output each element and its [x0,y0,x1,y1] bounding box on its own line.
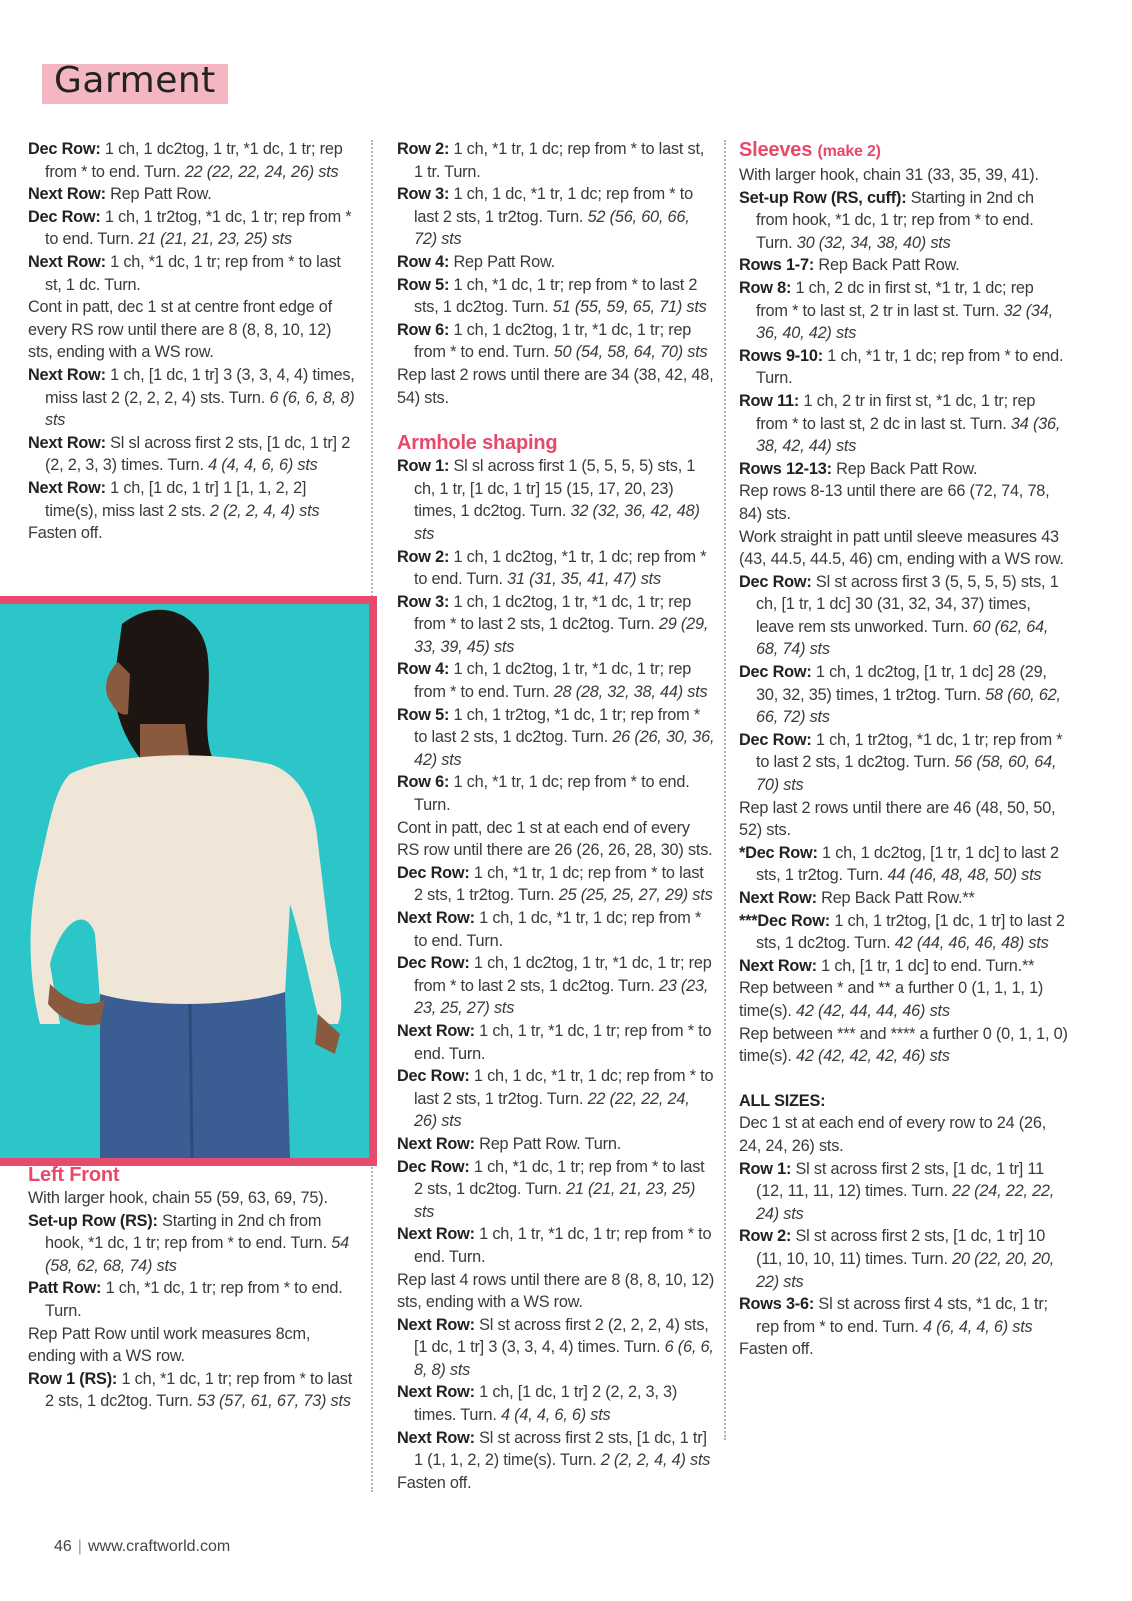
stitch-count: 20 (22, 20, 20, 22) sts [756,1249,1055,1291]
instruction-text: Starting in 2nd ch from hook, *1 dc, 1 tr; rep from * to end. Turn. [45,1211,332,1253]
instruction-label: Row 1: [739,1159,792,1178]
instruction-line [28,364,358,432]
col2-top-instructions [397,138,715,409]
instruction-text: 1 ch, *1 dc, 1 tr; rep from * to last 2 sts, 1 dc2tog. Turn. [414,1157,705,1199]
stitch-count: 52 (56, 60, 66, 72) sts [414,207,690,249]
instruction-line [397,658,715,703]
instruction-label: Rows 9-10: [739,346,823,365]
instruction-label: Dec Row: [28,140,101,158]
instruction-text: Dec 1 st at each end of every row to 24 (26, 24, 24, 26) sts. [739,1114,1047,1155]
all-sizes-instructions [739,1112,1069,1361]
all-sizes-label: ALL SIZES: [739,1091,826,1110]
stitch-count: 32 (32, 36, 42, 48) sts [414,502,700,543]
instruction-line [739,458,1069,481]
instruction-label: Rows 1-7: [739,256,815,275]
instruction-text: Rep last 4 rows until there are 8 (8, 8, 10, 12) sts, ending with a WS row. [397,1270,715,1312]
stitch-count: 22 (22, 22, 24, 26) sts [414,1089,690,1131]
instruction-label: Dec Row: [739,572,812,591]
instruction-line [739,955,1069,978]
instruction-text: Rep last 2 rows until there are 34 (38, 42, 48, 54) sts. [397,365,714,407]
instruction-text: 1 ch, 1 dc2tog, 1 tr, *1 dc, 1 tr; rep from * to last 2 sts, 1 dc2tog. Turn. [414,954,712,995]
left-front-section [28,1163,358,1413]
instruction-line [397,274,715,319]
instruction-line [28,1368,358,1413]
model-photo-image [0,604,369,1158]
instruction-text: 1 ch, 1 dc2tog, [1 tr, 1 dc] 28 (29, 30, 32, 35) times, 1 tr2tog. Turn. [756,663,1047,704]
instruction-line [28,1210,358,1278]
instruction-text: 1 ch, *1 tr, 1 dc; rep from * to last 2 sts, 1 tr2tog. Turn. [414,863,704,905]
stitch-count: 22 (24, 22, 22, 24) sts [756,1182,1055,1223]
instruction-text: 1 ch, [1 dc, 1 tr] 3 (3, 3, 4, 4) times, miss last 2 (2, 2, 2, 4) sts. Turn. [45,365,355,407]
column-1 [28,138,358,545]
instruction-text: With larger hook, chain 55 (59, 63, 69, 75). [28,1189,328,1207]
instruction-line [397,319,715,364]
instruction-text: Sl st across first 2 sts, [1 dc, 1 tr] 11 (12, 11, 11, 12) times. Turn. [756,1159,1044,1201]
instruction-line [397,1156,715,1224]
instruction-text: 1 ch, *1 dc, 1 tr; rep from * to last 2 sts, 1 dc2tog. Turn. [414,275,698,317]
instruction-label: Dec Row: [739,730,812,749]
instruction-line [739,526,1069,571]
stitch-count: 6 (6, 6, 8, 8) sts [45,388,355,430]
instruction-line [28,432,358,477]
instruction-label: Rows 12-13: [739,459,832,478]
instruction-label: Dec Row: [397,954,470,973]
instruction-text: 1 ch, 1 tr2tog, *1 dc, 1 tr; rep from * to last 2 sts, 1 dc2tog. Turn. [414,705,700,747]
instruction-text: Rep last 2 rows until there are 46 (48, 50, 50, 52) sts. [739,798,1056,840]
instruction-text: 1 ch, *1 dc, 1 tr; rep from * to end. Turn. [45,1279,343,1320]
instruction-label: Rows 3-6: [739,1295,815,1314]
instruction-line [739,187,1069,255]
instruction-label: Next Row: [397,1383,475,1402]
instruction-line [28,1187,358,1210]
instruction-text: Rep Patt Row. [449,252,555,271]
instruction-label: Dec Row: [397,1157,470,1176]
stitch-count: 6 (6, 6, 8, 8) sts [414,1338,714,1379]
stitch-count: 4 (6, 4, 4, 6) sts [922,1317,1033,1336]
instruction-label: Row 1 (RS): [28,1369,118,1388]
instruction-line [28,296,358,364]
instruction-line [28,522,358,545]
page-footer: 46 | www.craftworld.com [54,1538,231,1555]
instruction-line [397,183,715,251]
instruction-text: 1 ch, *1 tr, 1 dc; rep from * to end. Turn. [756,346,1064,388]
instruction-label: Row 2: [397,547,450,566]
instruction-line [739,842,1069,887]
stitch-count: 42 (42, 42, 42, 46) sts [796,1047,950,1066]
instruction-line [397,862,715,907]
instruction-text: 1 ch, 1 dc2tog, 1 tr, *1 dc, 1 tr; rep from * to end. Turn. [45,140,343,181]
instruction-label: Dec Row: [28,207,101,226]
instruction-label: Row 11: [739,391,800,410]
instruction-text: Rep Patt Row. Turn. [474,1134,622,1153]
instruction-line [397,1472,715,1495]
instruction-label: Row 5: [397,705,450,724]
instruction-text: 1 ch, 1 dc, *1 tr, 1 dc; rep from * to end. Turn. [414,909,702,950]
instruction-label: Row 4: [397,660,450,679]
instruction-line [739,164,1069,187]
instruction-line [28,1323,358,1368]
instruction-line [397,1223,715,1268]
stitch-count: 50 (54, 58, 64, 70) sts [553,343,708,362]
instruction-line [739,1112,1069,1157]
instruction-line [28,206,358,251]
instruction-line [739,480,1069,525]
stitch-count: 25 (25, 25, 27, 29) sts [558,886,713,905]
sleeves-heading [739,138,1069,164]
instruction-text: 1 ch, [1 tr, 1 dc] to end. Turn.** [816,956,1035,975]
instruction-text: Starting in 2nd ch from hook, *1 dc, 1 tr; rep from * to end. Turn. [756,188,1034,252]
instruction-label: Row 3: [397,592,450,611]
stitch-count: 53 (57, 61, 67, 73) sts [196,1392,351,1411]
instruction-label: Next Row: [28,478,106,497]
stitch-count: 32 (34, 36, 40, 42) sts [756,301,1053,343]
footer-website-link[interactable]: www.craftworld.com [87,1538,231,1555]
instruction-line [739,977,1069,1022]
instruction-text: Sl st across first 2 (2, 2, 2, 4) sts, [1 dc, 1 tr] 3 (3, 3, 4, 4) times. Turn. [414,1315,709,1357]
stitch-count: 60 (62, 64, 68, 74) sts [756,617,1049,659]
stitch-count: 26 (26, 30, 36, 42) sts [414,728,715,769]
instruction-text: 1 ch, 1 tr2tog, [1 dc, 1 tr] to last 2 sts, 1 dc2tog. Turn. [756,911,1065,953]
instruction-text: 1 ch, 1 tr, *1 dc, 1 tr; rep from * to end. Turn. [414,1225,712,1266]
instruction-line [397,251,715,274]
instruction-line [739,390,1069,458]
instruction-text: 1 ch, 2 tr in first st, *1 dc, 1 tr; rep from * to last st, 2 dc in last st. Turn. [756,391,1036,433]
instruction-line [397,1427,715,1472]
instruction-text: 1 ch, [1 dc, 1 tr] 1 [1, 1, 2, 2] time(s), miss last 2 sts. [45,478,307,520]
model-photo [0,604,369,1158]
instruction-line [739,887,1069,910]
instruction-line [28,251,358,296]
instruction-text: Fasten off. [28,524,103,543]
stitch-count: 22 (22, 22, 24, 26) sts [184,162,339,181]
stitch-count: 23 (23, 23, 25, 27) sts [414,976,709,1018]
instruction-text: Sl st across first 3 (5, 5, 5, 5) sts, 1 ch, [1 tr, 1 dc] 30 (31, 32, 34, 37) times, leave rem sts unworked. Turn. [756,572,1059,636]
instruction-line [397,364,715,409]
instruction-text: Sl st across first 4 sts, *1 dc, 1 tr; rep from * to end. Turn. [756,1295,1048,1336]
instruction-line [397,907,715,952]
instruction-line [739,571,1069,661]
instruction-label: ***Dec Row: [739,911,830,930]
instruction-text: 1 ch, 1 dc2tog, 1 tr, *1 dc, 1 tr; rep from * to last 2 sts, 1 dc2tog. Turn. [414,592,692,634]
instruction-text: Rep Back Patt Row. [831,459,978,478]
instruction-text: 1 ch, 1 dc, *1 tr, 1 dc; rep from * to last 2 sts, 1 tr2tog. Turn. [414,1067,714,1108]
stitch-count: 29 (29, 33, 39, 45) sts [414,615,709,656]
instruction-label: Next Row: [28,365,106,384]
instruction-text: 1 ch, *1 tr, 1 dc; rep from * to end. Turn. [414,773,690,815]
instruction-text: Rep between * and ** a further 0 (1, 1, 1, 1) time(s). [739,979,1044,1020]
instruction-line [739,345,1069,390]
instruction-text: Fasten off. [397,1473,472,1492]
instruction-label: Next Row: [28,433,106,452]
instruction-label: Set-up Row (RS, cuff): [739,188,907,207]
instruction-text: Rep Back Patt Row. [814,256,960,275]
instruction-text: 1 ch, 1 dc2tog, 1 tr, *1 dc, 1 tr; rep from * to end. Turn. [414,320,692,362]
instruction-text: With larger hook, chain 31 (33, 35, 39, 41). [739,166,1039,184]
instruction-label: *Dec Row: [739,843,818,862]
instruction-text: 1 ch, 1 tr2tog, *1 dc, 1 tr; rep from * to end. Turn. [45,207,352,249]
stitch-count: 2 (2, 2, 4, 4) sts [209,501,320,520]
instruction-label: Next Row: [397,1225,475,1244]
instruction-line [739,254,1069,277]
instruction-line [739,797,1069,842]
instruction-text: 1 ch, *1 tr, 1 dc; rep from * to last st, 1 tr. Turn. [414,140,705,181]
instruction-label: Row 5: [397,275,450,294]
instruction-line [397,455,715,545]
instruction-line [397,1314,715,1382]
stitch-count: 54 (58, 62, 68, 74) sts [45,1234,349,1275]
instruction-text: Cont in patt, dec 1 st at each end of every RS row until there are 26 (26, 26, 28, 30) sts. [397,818,713,860]
stitch-count: 44 (46, 48, 48, 50) sts [887,866,1042,885]
instruction-text: Cont in patt, dec 1 st at centre front edge of every RS row until there are 8 (8, 8, 10, 12) sts, ending with a WS row. [28,298,332,362]
stitch-count: 51 (55, 59, 65, 71) sts [552,298,707,317]
photo-frame [0,596,377,1166]
stitch-count: 31 (31, 35, 41, 47) sts [507,570,661,589]
instruction-line [397,1065,715,1133]
instruction-line [739,277,1069,345]
instruction-text: Rep Patt Row. [105,185,212,204]
instruction-label: Dec Row: [397,863,470,882]
instruction-label: Dec Row: [397,1067,470,1086]
sleeves-title: Sleeves [739,139,813,161]
instruction-text: 1 ch, 2 dc in first st, *1 tr, 1 dc; rep from * to last st, 2 tr in last st. Turn. [756,278,1034,320]
instruction-line [739,1225,1069,1293]
instruction-text: Rep rows 8-13 until there are 66 (72, 74, 78, 84) sts. [739,482,1050,523]
instruction-text: Sl st across first 2 sts, [1 dc, 1 tr] 10 (11, 10, 10, 11) times. Turn. [756,1227,1046,1268]
instruction-label: Next Row: [397,1428,475,1447]
instruction-label: Next Row: [397,1315,475,1334]
instruction-label: Row 2: [397,140,450,158]
stitch-count: 56 (58, 60, 64, 70) sts [756,753,1057,795]
column-3 [739,138,1069,1361]
instruction-text: Fasten off. [739,1340,814,1359]
instruction-label: Row 3: [397,185,450,204]
all-sizes-heading [739,1090,1069,1113]
instruction-label: Row 6: [397,773,450,792]
stitch-count: 42 (42, 44, 44, 46) sts [796,1001,950,1020]
instruction-line [397,952,715,1020]
instruction-line [739,729,1069,797]
left-front-instructions [28,1187,358,1413]
instruction-text: Sl sl across first 1 (5, 5, 5, 5) sts, 1 ch, 1 tr, [1 dc, 1 tr] 15 (15, 17, 20, 23) times, 1 dc2tog. Turn. [414,457,696,521]
instruction-label: Next Row: [397,1134,475,1153]
page-title: Garment [54,60,216,101]
instruction-line [397,591,715,659]
instruction-label: Row 1: [397,457,450,476]
instruction-text: 1 ch, [1 dc, 1 tr] 2 (2, 2, 3, 3) times. Turn. [414,1383,678,1425]
instruction-line [397,817,715,862]
instruction-line [739,1338,1069,1361]
instruction-line [28,183,358,206]
col1-top-instructions [28,138,358,545]
instruction-text: 1 ch, 1 dc2tog, *1 tr, 1 dc; rep from * to end. Turn. [414,547,707,589]
armhole-instructions [397,455,715,1494]
instruction-line [397,1133,715,1156]
instruction-text: 1 ch, 1 dc, *1 tr, 1 dc; rep from * to last 2 sts, 1 tr2tog. Turn. [414,185,693,226]
instruction-line [397,704,715,772]
page-number: 46 [54,1538,72,1555]
instruction-label: Patt Row: [28,1279,102,1298]
instruction-label: Next Row: [28,252,106,271]
instruction-label: Row 2: [739,1227,792,1246]
instruction-label: Next Row: [28,185,106,204]
stitch-count: 30 (32, 34, 38, 40) sts [796,233,951,252]
sleeves-subtitle: (make 2) [817,143,881,160]
instruction-text: Sl sl across first 2 sts, [1 dc, 1 tr] 2 (2, 2, 3, 3) times. Turn. [45,433,351,475]
instruction-label: Set-up Row (RS): [28,1211,158,1230]
instruction-label: Row 6: [397,320,450,339]
instruction-line [739,1158,1069,1226]
instruction-line [397,1020,715,1065]
instruction-line [28,477,358,522]
stitch-count: 21 (21, 21, 23, 25) sts [414,1180,696,1221]
stitch-count: 4 (4, 4, 6, 6) sts [500,1406,611,1425]
instruction-text: 1 ch, 1 tr2tog, *1 dc, 1 tr; rep from * to last 2 sts, 1 dc2tog. Turn. [756,730,1063,772]
instruction-text: Rep Patt Row until work measures 8cm, ending with a WS row. [28,1324,311,1366]
instruction-line [28,138,358,183]
instruction-label: Next Row: [739,889,817,907]
stitch-count: 21 (21, 21, 23, 25) sts [138,230,292,249]
instruction-text: Sl st across first 2 sts, [1 dc, 1 tr] 1 (1, 1, 2, 2) time(s). Turn. [414,1428,707,1470]
instruction-text: 1 ch, *1 dc, 1 tr; rep from * to last 2 sts, 1 dc2tog. Turn. [45,1369,353,1411]
stitch-count: 2 (2, 2, 4, 4) sts [600,1451,711,1470]
left-front-heading: Left Front [28,1164,120,1186]
instruction-line [397,138,715,183]
instruction-label: Row 8: [739,278,792,297]
instruction-line [397,1381,715,1426]
sleeves-instructions [739,164,1069,1068]
instruction-text: Rep Back Patt Row.** [816,889,975,907]
stitch-count: 34 (36, 38, 42, 44) sts [756,414,1061,456]
instruction-text: Rep between *** and **** a further 0 (0, 1, 1, 0) time(s). [739,1024,1068,1066]
stitch-count: 28 (28, 32, 38, 44) sts [553,683,708,702]
stitch-count: 42 (44, 46, 46, 48) sts [894,934,1049,953]
instruction-text: Work straight in patt until sleeve measures 43 (43, 44.5, 44.5, 46) cm, ending with a WS row. [739,527,1064,569]
instruction-label: Next Row: [739,956,817,975]
stitch-count: 4 (4, 4, 6, 6) sts [208,456,318,475]
instruction-line [397,1269,715,1314]
armhole-shaping-heading: Armhole shaping [397,432,558,455]
instruction-label: Dec Row: [739,663,812,682]
instruction-text: 1 ch, 1 dc2tog, 1 tr, *1 dc, 1 tr; rep from * to end. Turn. [414,660,692,702]
instruction-line [397,771,715,816]
instruction-line [739,1293,1069,1338]
instruction-line [28,1277,358,1322]
instruction-line [739,1023,1069,1068]
instruction-label: Next Row: [397,1021,475,1040]
instruction-line [739,661,1069,729]
instruction-text: 1 ch, 1 tr, *1 dc, 1 tr; rep from * to end. Turn. [414,1021,712,1063]
instruction-line [397,546,715,591]
instruction-text: 1 ch, 1 dc2tog, [1 tr, 1 dc] to last 2 sts, 1 tr2tog. Turn. [756,843,1059,885]
instruction-line [739,910,1069,955]
column-divider-right [724,140,726,1440]
instruction-label: Row 4: [397,252,450,271]
column-2 [397,138,715,1494]
instruction-text: 1 ch, *1 dc, 1 tr; rep from * to last st, 1 dc. Turn. [45,252,341,294]
stitch-count: 58 (60, 62, 66, 72) sts [756,685,1061,727]
instruction-label: Next Row: [397,909,475,927]
